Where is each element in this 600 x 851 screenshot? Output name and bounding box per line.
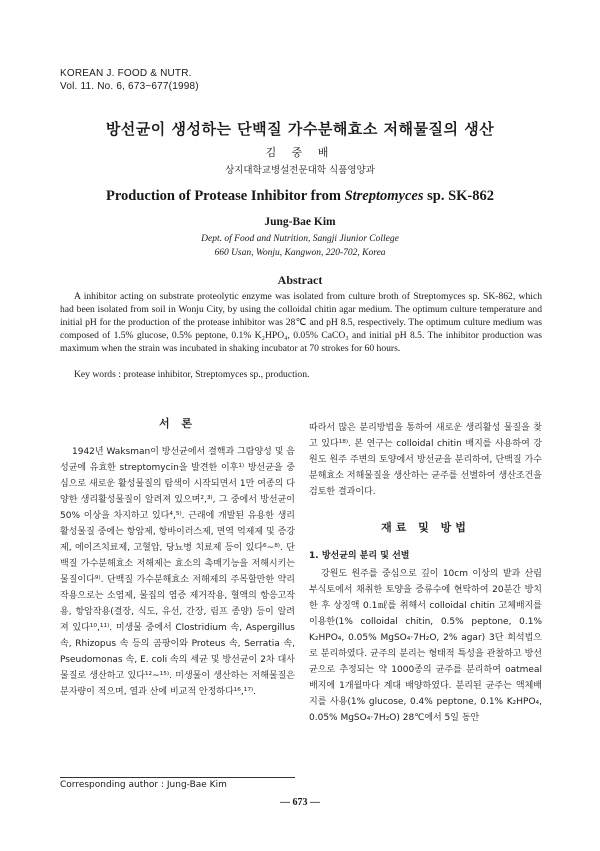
intro-heading: 서 론 (158, 417, 197, 430)
journal-header (60, 67, 199, 93)
methods-heading: 재료 및 방법 (381, 521, 470, 534)
journal-citation: Vol. 11. No. 6, 673~677(1998) (60, 81, 199, 92)
korean-affiliation: 상지대학교병설전문대학 식품영양과 (225, 165, 375, 176)
english-title-genus: Streptomyces (344, 188, 424, 204)
english-title-prefix: Production of Protease Inhibitor from (105, 188, 345, 204)
keywords: Key words : protease inhibitor, Streptomyces sp., production. (74, 369, 310, 380)
english-title-suffix: sp. SK-862 (423, 188, 495, 204)
right-column (309, 420, 542, 726)
corresponding-author: Corresponding author : Jung-Bae Kim (60, 780, 227, 790)
intro-continued-paragraph: 따라서 많은 분리방법을 통하여 새로운 생리활성 물질을 찾고 있다¹⁸⁾. 본 연구는 colloidal chitin 배지를 사용하여 강원도 원주 주변의 토양에서 방선균을 분리하여, 단백질 가수분해효소 저해물질을 생산하는 균주를 선별하여 생산조건을 검토한 결과이다. (309, 423, 542, 497)
left-column (60, 416, 295, 700)
korean-title: 방선균이 생성하는 단백질 가수분해효소 저해물질의 생산 (105, 120, 495, 138)
abstract-text: A inhibitor acting on substrate proteolytic enzyme was isolated from culture broth of Streptomyces sp. SK-862, which had been isolated from soil in Wonju City, by using the colloidal chitin agar medium. The optimum culture temperature and initial pH for the production of the protease inhibitor was 28℃ and pH 8.5, respectively. The optimum culture medium was composed of 1.5% glucose, 0.5% peptone, 0.1% K₂HPO₄, 0.05% CaCO₃ and initial pH 8.5. The inhibitor production was maximum when the strain was incubated in shaking incubator at 70 strokes for 60 hours. (60, 291, 542, 354)
footnote-divider (60, 777, 295, 778)
english-author: Jung-Bae Kim (264, 216, 336, 228)
abstract-heading: Abstract (277, 273, 323, 287)
journal-name: KOREAN J. FOOD & NUTR. (60, 68, 192, 79)
english-title (0, 188, 600, 205)
korean-author: 김 중 배 (265, 146, 335, 159)
intro-paragraph: 1942년 Waksman이 방선균에서 결핵과 그람양성 및 음성균에 유효한 streptomycin을 발견한 이후¹⁾ 방선균을 중심으로 새로운 활성물질의 탐색이 시작되면서 1만 여종의 다양한 생리활성물질이 알려져 있으며²,³⁾, 그 중에서 방선균이 50% 이상을 차지하고 있다⁴,⁵⁾. 근래에 개발된 유용한 생리활성물질 중에는 항암제, 항바이러스제, 면역 억제제 및 증강제, 에이즈치료제, 고혈압, 당뇨병 치료제 등이 있다⁶~⁸⁾. 단백질 가수분해효소 저해제는 효소의 촉매기능을 저해시키는 물질이다⁹⁾. 단백질 가수분해효소 저해제의 주목할만한 약리작용으로는 소염제, 물집의 염증 제거작용, 혈액의 항응고작용, 항암작용(결장, 식도, 유선, 간장, 림프 종양) 등이 알려져 있다¹⁰,¹¹⁾. 미생물 중에서 Clostridium 속, Aspergillus 속, Rhizopus 속 등의 곰팡이와 Proteus 속, Serratia 속, Pseudomonas 속, E. coli 속의 세균 및 방선균이 2차 대사물질로 생산하고 있다¹²~¹⁵⁾. 미생물이 생산하는 저해물질은 분자량이 적으며, 열과 산에 비교적 안정하다¹⁶,¹⁷⁾. (60, 447, 295, 697)
english-affiliation (0, 232, 600, 260)
methods-paragraph: 강원도 원주를 중심으로 깊이 10cm 이상의 밭과 산림 부식토에서 채취한 토양을 증류수에 현탁하여 20분간 방치한 후 상징액 0.1㎖를 취해서 colloidal chitin 고체배지를 이용한(1% colloidal chitin, 0.5% peptone, 0.1% K₂HPO₄, 0.05% MgSO₄·7H₂O, 2% agar) 3단 희석법으로 분리하였다. 균주의 분리는 형태적 특성을 관찰하고 방선균으로 추정되는 약 1000종의 균주를 분리하여 oatmeal 배지에 1개월마다 계대 배양하였다. 분리된 균주는 액체배지를 사용(1% glucose, 0.4% peptone, 0.1% K₂HPO₄, 0.05% MgSO₄·7H₂O) 28℃에서 5일 동안 (309, 569, 542, 723)
english-affiliation-line1: Dept. of Food and Nutrition, Sangji Jiunior College (201, 234, 399, 244)
abstract-body (60, 290, 542, 355)
methods-subsection-heading: 1. 방선균의 분리 및 선별 (309, 551, 410, 561)
page-number: — 673 — (280, 797, 320, 808)
english-affiliation-line2: 660 Usan, Wonju, Kangwon, 220-702, Korea (214, 248, 386, 258)
